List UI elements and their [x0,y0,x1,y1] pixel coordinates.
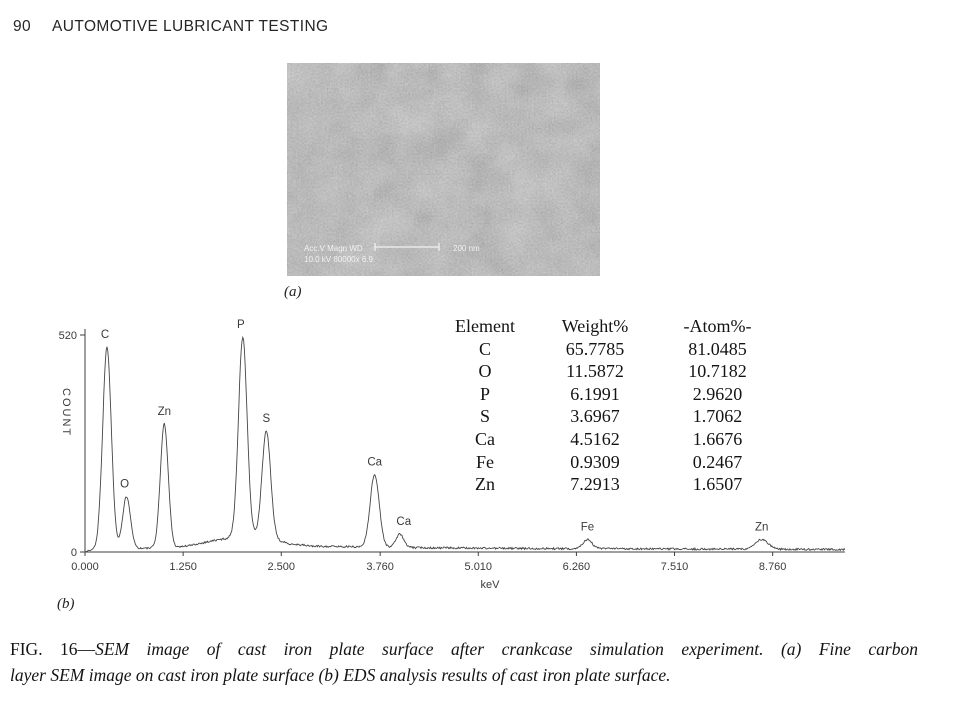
column-header-weight: Weight% [561,316,629,336]
table-cell: 81.0485 [688,338,747,359]
table-cell: Fe [476,451,494,472]
x-tick-label: 5.010 [464,561,493,573]
peak-label-fe: Fe [580,521,595,534]
x-tick-label: 8.760 [758,561,787,573]
scale-bar-label: 200 nm [453,244,480,253]
table-cell: 65.7785 [565,338,625,359]
sem-info-line1: Acc.V Magn WD [304,244,363,253]
table-cell: 4.5162 [570,428,620,449]
caption-line1 [10,636,918,662]
x-tick-label: 2.500 [267,561,296,573]
peak-label-s: S [262,412,271,425]
figure-caption [10,636,918,688]
peak-label-c: C [100,329,110,342]
eds-table [430,315,785,496]
x-tick-label: 6.260 [562,561,591,573]
x-tick-label: 1.250 [169,561,197,573]
table-cell: 6.1991 [570,383,620,404]
column-header-element: Element [455,316,515,336]
table-cell: 0.9309 [570,451,620,472]
table-cell: Zn [475,474,495,495]
panel-b-label: (b) [57,596,75,612]
y-axis-label: COUNT [60,388,72,438]
caption-line2: layer SEM image on cast iron plate surface (b) EDS analysis results of cast iron plate surface. [10,665,671,685]
table-cell: 2.9620 [692,383,743,404]
x-tick-label: 7.510 [660,561,689,573]
table-cell: O [478,361,492,382]
table-cell: Ca [475,428,495,449]
y-tick-label: 0 [70,547,77,559]
column-header-atom: -Atom%- [683,316,752,336]
table-cell: 11.5872 [566,361,624,382]
x-tick-label: 0.000 [71,561,99,573]
peak-label-p: P [236,319,245,332]
table-cell: P [479,383,490,404]
table-cell: 7.2913 [570,474,620,495]
table-cell: C [478,338,491,359]
panel-a-label: (a) [284,284,302,300]
table-cell: 1.6676 [692,428,743,449]
table-cell: 1.7062 [692,406,743,427]
caption-line1-text: SEM image of cast iron plate surface after crankcase simulation experiment. (a) Fine carbon [95,639,918,659]
peak-label-o: O [120,478,130,491]
table-cell: 0.2467 [692,451,743,472]
sem-info-line2: 10.0 kV 80000x 6.9 [304,255,373,264]
figure-number: FIG. 16— [10,639,96,659]
table-cell: S [479,406,490,427]
x-axis-label: keV [480,579,500,591]
peak-label-ca: Ca [396,516,412,529]
page-number: 90 [13,18,32,35]
peak-label-zn: Zn [157,405,171,418]
table-cell: 1.6507 [692,474,743,495]
peak-label-zn: Zn [754,521,769,534]
table-cell: 10.7182 [688,361,747,382]
peak-label-ca: Ca [367,456,383,469]
table-cell: 3.6967 [570,406,620,427]
y-tick-label: 520 [58,330,77,342]
running-head-title: AUTOMOTIVE LUBRICANT TESTING [52,18,329,35]
x-tick-label: 3.760 [366,561,394,573]
